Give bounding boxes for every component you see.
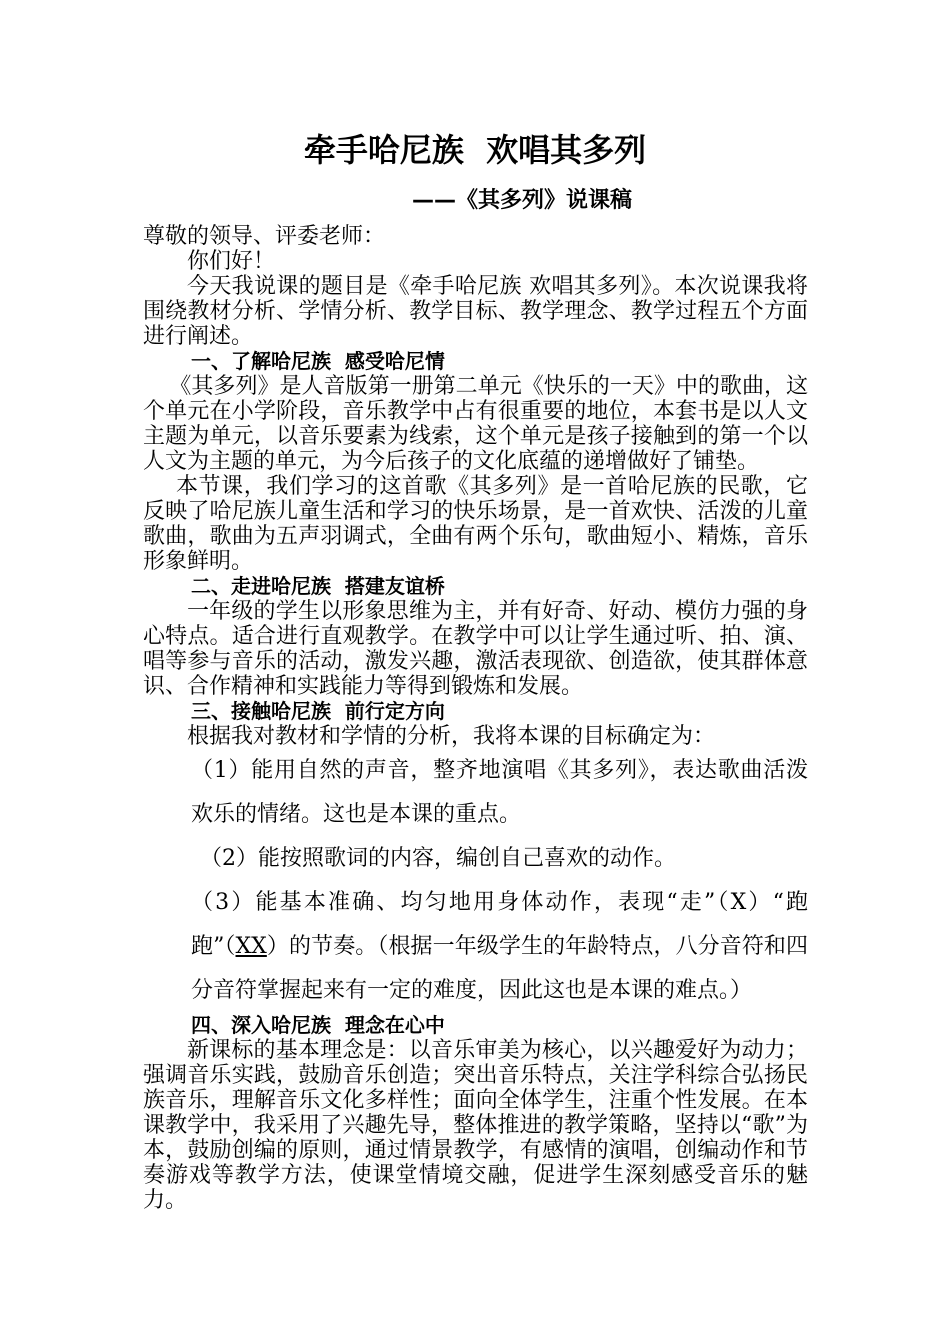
- objective-3-text-b: ）的节奏。（根据一年级学生的年龄特点，八分音符和四分音符掌握起来有一定的难度，因此这也是本课的难点。）: [191, 934, 808, 1003]
- section-1-paragraph-2: 本节课，我们学习的这首歌《其多列》是一首哈尼族的民歌，它反映了哈尼族儿童生活和学习的快乐场景，是一首欢快、活泼的儿童歌曲，歌曲为五声羽调式，全曲有两个乐句，歌曲短小、精炼，音乐形象鲜明。: [143, 474, 808, 574]
- objectives-lead: 根据我对教材和学情的分析，我将本课的目标确定为：: [187, 724, 716, 749]
- objective-3-text-a: （3）能基本准确、均匀地用身体动作，表现“走”（X）“跑跑”（: [191, 890, 808, 959]
- section-heading-4: 四、深入哈尼族 理念在心中: [191, 1013, 445, 1037]
- section-heading-2: 二、走进哈尼族 搭建友谊桥: [191, 574, 445, 598]
- intro-paragraph: 今天我说课的题目是《牵手哈尼族 欢唱其多列》。本次说课我将围绕教材分析、学情分析、教学目标、教学理念、教学过程五个方面进行阐述。: [143, 274, 808, 349]
- document-title: 牵手哈尼族 欢唱其多列: [303, 131, 647, 169]
- document-body: [143, 224, 808, 1213]
- section-4-paragraph-1: 新课标的基本理念是：以音乐审美为核心，以兴趣爱好为动力；强调音乐实践，鼓励音乐创造；突出音乐特点，关注学科综合弘扬民族音乐，理解音乐文化多样性；面向全体学生，注重个性发展。在本课教学中，我采用了兴趣先导，整体推进的教学策略，坚持以“歌”为本，鼓励创编的原则，通过情景教学，有感情的演唱，创编动作和节奏游戏等教学方法，使课堂情境交融，促进学生深刻感受音乐的魅力。: [143, 1038, 808, 1213]
- objective-3-rhythm: XX: [235, 934, 267, 959]
- objective-1: （1）能用自然的声音，整齐地演唱《其多列》，表达歌曲活泼欢乐的情绪。这也是本课的重点。: [191, 758, 808, 827]
- section-heading-1: 一、了解哈尼族 感受哈尼情: [191, 349, 445, 373]
- objective-2: （2）能按照歌词的内容，编创自己喜欢的动作。: [200, 846, 676, 871]
- greeting: 尊敬的领导、评委老师：: [143, 224, 386, 249]
- section-2-paragraph-1: 一年级的学生以形象思维为主，并有好奇、好动、模仿力强的身心特点。适合进行直观教学。在教学中可以让学生通过听、拍、演、唱等参与音乐的活动，激发兴趣，激活表现欲、创造欲，使其群体意识、合作精神和实践能力等得到锻炼和发展。: [143, 599, 808, 699]
- document-subtitle: ——《其多列》说课稿: [412, 188, 633, 213]
- hello-line: 你们好！: [187, 249, 276, 274]
- objective-3: [143, 881, 808, 1013]
- section-heading-3: 三、接触哈尼族 前行定方向: [191, 699, 445, 723]
- section-1-paragraph-1: 《其多列》是人音版第一册第二单元《快乐的一天》中的歌曲，这个单元在小学阶段，音乐教学中占有很重要的地位，本套书是以人文主题为单元，以音乐要素为线索，这个单元是孩子接触到的第一个以人文为主题的单元，为今后孩子的文化底蕴的递增做好了铺垫。: [143, 374, 808, 474]
